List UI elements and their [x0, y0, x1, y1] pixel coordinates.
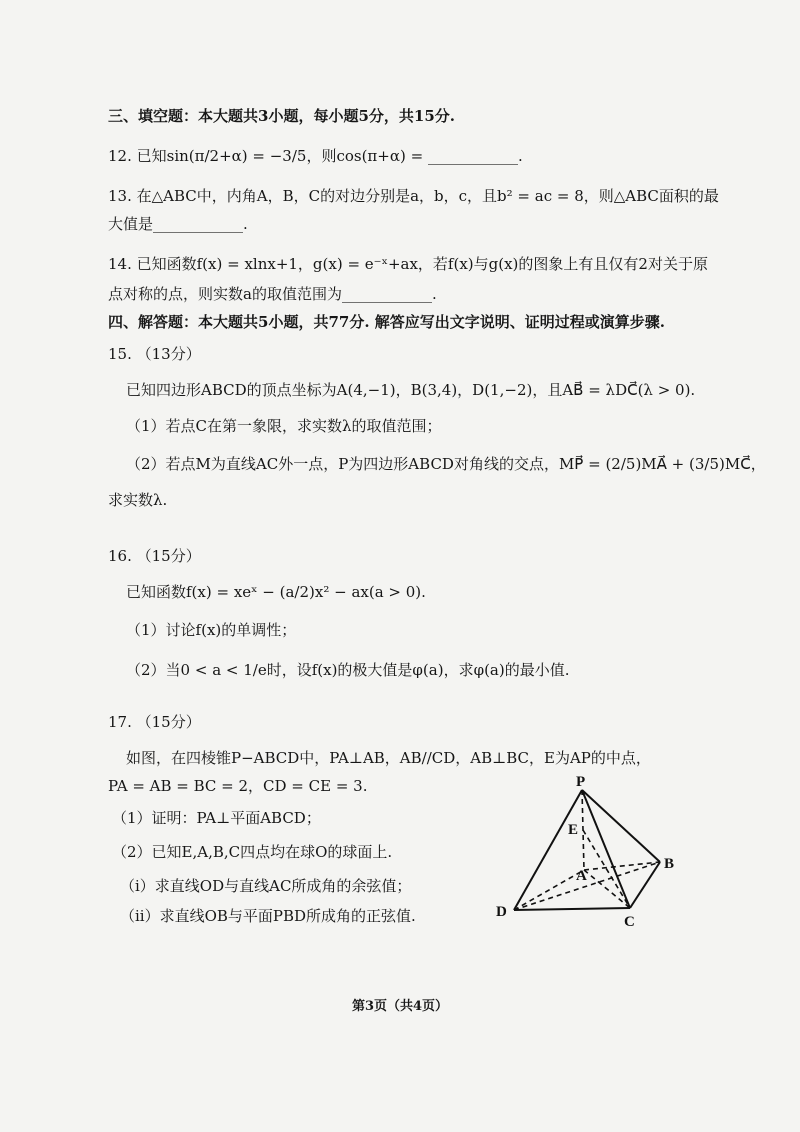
question-17-part2: （2）已知E,A,B,C四点均在球O的球面上. [112, 843, 393, 861]
question-16-header: 16. （15分） [108, 547, 201, 565]
section4-heading: 四、解答题：本大题共5小题，共77分. 解答应写出文字说明、证明过程或演算步骤. [108, 313, 665, 331]
edge-PC [582, 790, 630, 908]
pyramid-figure [490, 772, 690, 932]
question-17-part2ii: （ii）求直线OB与平面PBD所成角的正弦值. [120, 907, 416, 925]
question-16-part2: （2）当0 < a < 1/e时，设f(x)的极大值是φ(a)，求φ(a)的最小值. [126, 661, 570, 679]
question-14-line1: 14. 已知函数f(x) = xlnx+1，g(x) = e⁻ˣ+ax，若f(x)与g(x)的图象上有且仅有2对关于原 [108, 255, 708, 273]
question-16-part1: （1）讨论f(x)的单调性； [126, 621, 297, 639]
question-15-header: 15. （13分） [108, 345, 201, 363]
question-17-stem2: PA = AB = BC = 2，CD = CE = 3. [108, 777, 368, 795]
label-P: P [576, 774, 586, 790]
question-15-part2: （2）若点M为直线AC外一点，P为四边形ABCD对角线的交点，MP⃗ = (2/5)MA⃗ + (3/5)MC⃗， [126, 455, 766, 473]
question-13-line2: 大值是____________. [108, 215, 248, 233]
edge-CB [630, 862, 660, 908]
question-17-stem1: 如图，在四棱锥P−ABCD中，PA⊥AB，AB//CD，AB⊥BC，E为AP的中点， [126, 749, 651, 767]
question-15-part1: （1）若点C在第一象限，求实数λ的取值范围； [126, 417, 442, 435]
page-footer: 第3页（共4页） [351, 999, 449, 1014]
question-15-stem: 已知四边形ABCD的顶点坐标为A(4,−1)，B(3,4)，D(1,−2)，且AB⃗ = λDC⃗(λ > 0). [126, 381, 696, 399]
question-13-line1: 13. 在△ABC中，内角A，B，C的对边分别是a，b，c，且b² = ac = 8，则△ABC面积的最 [108, 187, 719, 205]
question-17-header: 17. （15分） [108, 713, 201, 731]
question-15-part2-cont: 求实数λ. [108, 491, 168, 509]
edge-AB [584, 862, 660, 870]
question-14-line2: 点对称的点，则实数a的取值范围为____________. [108, 285, 437, 303]
question-16-stem: 已知函数f(x) = xeˣ − (a/2)x² − ax(a > 0). [126, 583, 426, 601]
edge-EC [583, 830, 630, 908]
label-A: A [576, 868, 587, 884]
label-D: D [496, 904, 507, 920]
question-17-part1: （1）证明：PA⊥平面ABCD； [112, 809, 321, 827]
section3-heading: 三、填空题：本大题共3小题，每小题5分，共15分. [108, 107, 455, 125]
edge-DC [514, 908, 630, 910]
label-B: B [664, 856, 675, 872]
edge-PD [514, 790, 582, 910]
edge-PB [582, 790, 660, 862]
label-E: E [568, 822, 579, 838]
label-C: C [624, 914, 635, 930]
question-17-part2i: （i）求直线OD与直线AC所成角的余弦值； [120, 877, 412, 895]
question-12: 12. 已知sin(π/2+α) = −3/5，则cos(π+α) = ____________. [108, 147, 523, 165]
